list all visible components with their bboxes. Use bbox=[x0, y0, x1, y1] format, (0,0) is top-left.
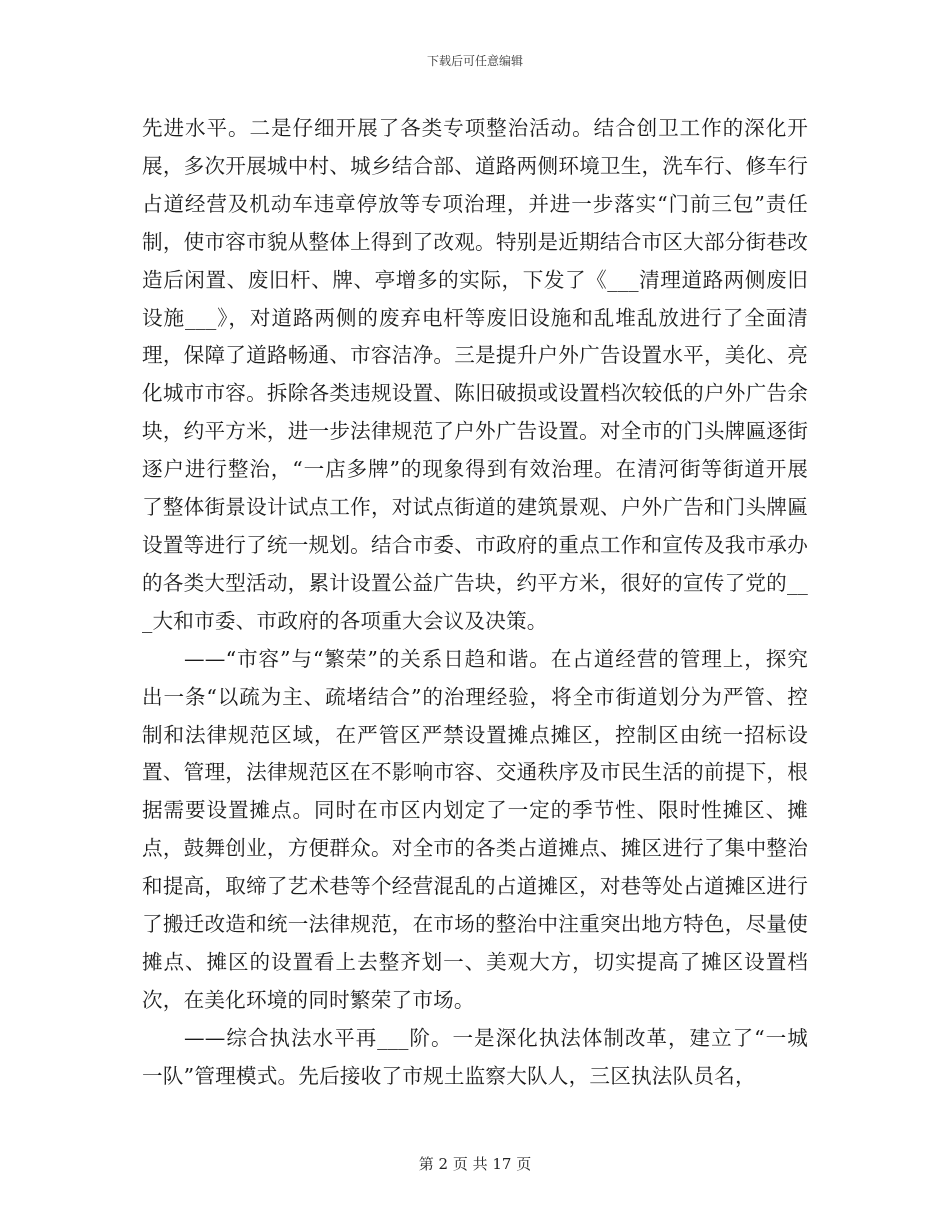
paragraph-1: 先进水平。二是仔细开展了各类专项整治活动。结合创卫工作的深化开展，多次开展城中村、城乡结合部、道路两侧环境卫生，洗车行、修车行占道经营及机动车违章停放等专项治理，并进一步落实“门前三包”责任制，使市容市貌从整体上得到了改观。特别是近期结合市区大部分街巷改造后闲置、废旧杆、牌、亭增多的实际，下发了《___清理道路两侧废旧设施___》，对道路两侧的废弃电杆等废旧设施和乱堆乱放进行了全面清理，保障了道路畅通、市容洁净。三是提升户外广告设置水平，美化、亮化城市市容。拆除各类违规设置、陈旧破损或设置档次较低的户外广告余块，约平方米，进一步法律规范了户外广告设置。对全市的门头牌匾逐街逐户进行整治，“一店多牌”的现象得到有效治理。在清河街等街道开展了整体街景设计试点工作，对试点街道的建筑景观、户外广告和门头牌匾设置等进行了统一规划。结合市委、市政府的重点工作和宣传及我市承办的各类大型活动，累计设置公益广告块，约平方米，很好的宣传了党的___大和市委、市政府的各项重大会议及决策。 bbox=[142, 116, 808, 633]
page-number: 第 2 页 共 17 页 bbox=[418, 1155, 532, 1173]
paragraph-2: ——“市容”与“繁荣”的关系日趋和谐。在占道经营的管理上，探究出一条“以疏为主、疏堵结合”的治理经验，将全市街道划分为严管、控制和法律规范区域，在严管区严禁设置摊点摊区，控制区由统一招标设置、管理，法律规范区在不影响市容、交通秩序及市民生活的前提下，根据需要设置摊点。同时在市区内划定了一定的季节性、限时性摊区、摊点，鼓舞创业，方便群众。对全市的各类占道摊点、摊区进行了集中整治和提高，取缔了艺术巷等个经营混乱的占道摊区，对巷等处占道摊区进行了搬迁改造和统一法律规范，在市场的整治中注重突出地方特色，尽量使摊点、摊区的设置看上去整齐划一、美观大方，切实提高了摊区设置档次，在美化环境的同时繁荣了市场。 bbox=[142, 646, 808, 1012]
page-header-note: 下载后可任意编辑 bbox=[426, 54, 523, 68]
paragraph-3: ——综合执法水平再___阶。一是深化执法体制改革，建立了“一城一队”管理模式。先后接收了市规土监察大队人，三区执法队员名， bbox=[142, 1025, 808, 1088]
document-body bbox=[142, 110, 808, 1096]
